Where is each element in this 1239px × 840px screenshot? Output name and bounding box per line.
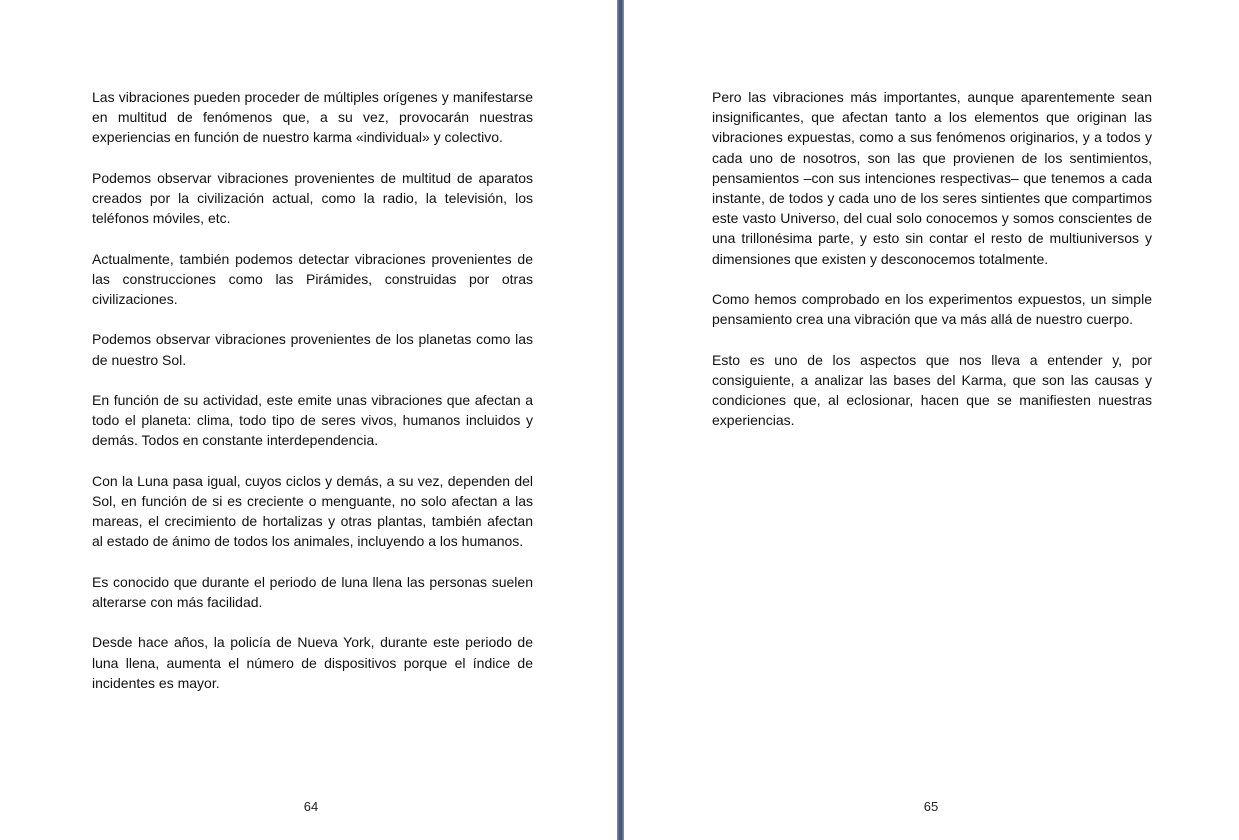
paragraph: En función de su actividad, este emite unas vibraciones que afectan a todo el planeta: clima, todo tipo de seres vivos, humanos incluidos y demás. Todos en constante interdependencia. [92,391,533,449]
paragraph: Podemos observar vibraciones provenientes de los planetas como las de nuestro Sol. [92,331,533,368]
paragraph: Las vibraciones pueden proceder de múltiples orígenes y manifestarse en multitud de fenómenos que, a su vez, provocarán nuestras experiencias en función de nuestro karma «individual» y colectivo. [92,89,533,146]
paragraph: Con la Luna pasa igual, cuyos ciclos y demás, a su vez, dependen del Sol, en función de si es creciente o menguante, no solo afectan a las mareas, el crecimiento de hortalizas y otras plantas, también afectan al estado de ánimo de todos los animales, incluyendo a los humanos. [92,472,533,550]
right-page-text [712,87,1152,451]
right-page [624,0,1239,840]
paragraph: Podemos observar vibraciones provenientes de multitud de aparatos creados por la civilización actual, como la radio, la televisión, los teléfonos móviles, etc. [92,169,533,227]
paragraph: Es conocido que durante el periodo de luna llena las personas suelen alterarse con más facilidad. [92,573,533,610]
page-gutter [617,0,624,840]
left-page-text [92,87,533,713]
page-number-left: 64 [303,799,319,814]
paragraph: Esto es uno de los aspectos que nos lleva a entender y, por consiguiente, a analizar las bases del Karma, que son las causas y condiciones que, al eclosionar, hacen que se manifiesten nuestras experiencias. [712,351,1152,429]
paragraph: Como hemos comprobado en los experimentos expuestos, un simple pensamiento crea una vibración que va más allá de nuestro cuerpo. [712,291,1152,328]
paragraph: Pero las vibraciones más importantes, aunque aparentemente sean insignificantes, que afectan tanto a los elementos que originan las vibraciones expuestas, como a sus fenómenos originarios, y a todos y cada uno de nosotros, son las que provienen de los sentimientos, pensamientos –con sus intenciones respectivas– que tenemos a cada instante, de todos y cada uno de los seres sintientes que compartimos este vasto Universo, del cual solo conocemos y somos conscientes de una trillonésima parte, y esto sin contar el resto de multiuniversos y dimensiones que existen y desconocemos totalmente. [712,89,1152,267]
paragraph: Actualmente, también podemos detectar vibraciones provenientes de las construcciones como las Pirámides, construidas por otras civilizaciones. [92,250,533,307]
page-number-right: 65 [923,799,939,814]
left-page [0,0,617,840]
paragraph: Desde hace años, la policía de Nueva York, durante este periodo de luna llena, aumenta el número de dispositivos porque el índice de incidentes es mayor. [92,634,533,691]
